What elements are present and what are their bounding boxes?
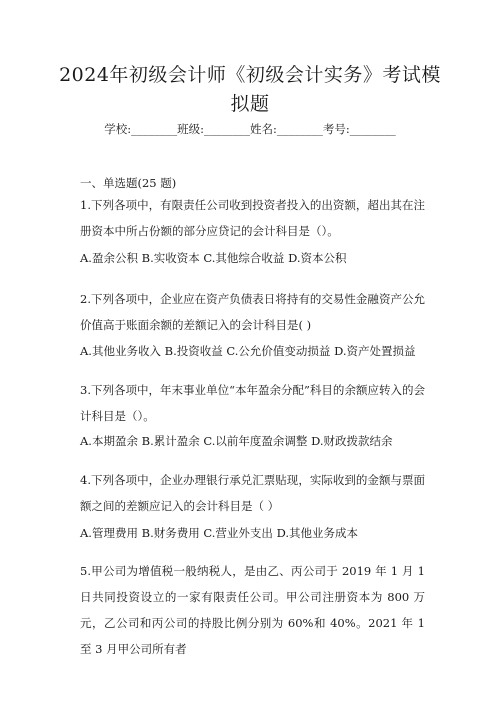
section-heading: 一、单选题(25 题)	[80, 176, 177, 190]
question-4-stem: 4.下列各项中，企业办理银行承兑汇票贴现，实际收到的金额与票面额之间的差额应记入的会计科目是（ ）	[80, 473, 425, 513]
question-2-stem: 2.下列各项中，企业应在资产负债表日将持有的交易性金融资产公允价值高于账面余额的差额记入的会计科目是( )	[80, 292, 425, 332]
question-3-stem: 3.下列各项中，年末事业单位“本年盈余分配”科目的余额应转入的会计科目是（）。	[80, 383, 425, 423]
question-1-options: A.盈余公积 B.实收资本 C.其他综合收益 D.资本公积	[80, 251, 347, 265]
question-1-stem: 1.下列各项中，有限责任公司收到投资者投入的出资额，超出其在注册资本中所占份额的部分应贷记的会计科目是（）。	[80, 198, 425, 238]
document-title-line-2: 拟题	[230, 93, 270, 115]
document-title-line-1: 2024年初级会计师《初级会计实务》考试模	[59, 64, 441, 86]
question-5-stem: 5.甲公司为增值税一般纳税人，是由乙、丙公司于 2019 年 1 月 1 日共同投资设立的一家有限责任公司。甲公司注册资本为 800 万元，乙公司和丙公司的持股比例分别为 60%和 40%。2021 年 1 至 3 月甲公司所有者	[80, 564, 425, 656]
question-2-options: A.其他业务收入 B.投资收益 C.公允价值变动损益 D.资产处置损益	[80, 344, 416, 358]
question-4-options: A.管理费用 B.财务费用 C.营业外支出 D.其他业务成本	[80, 526, 359, 540]
question-3-options: A.本期盈余 B.累计盈余 C.以前年度盈余调整 D.财政拨款结余	[80, 434, 393, 448]
student-info-line: 学校:________班级:________姓名:________考号:________	[104, 122, 396, 136]
